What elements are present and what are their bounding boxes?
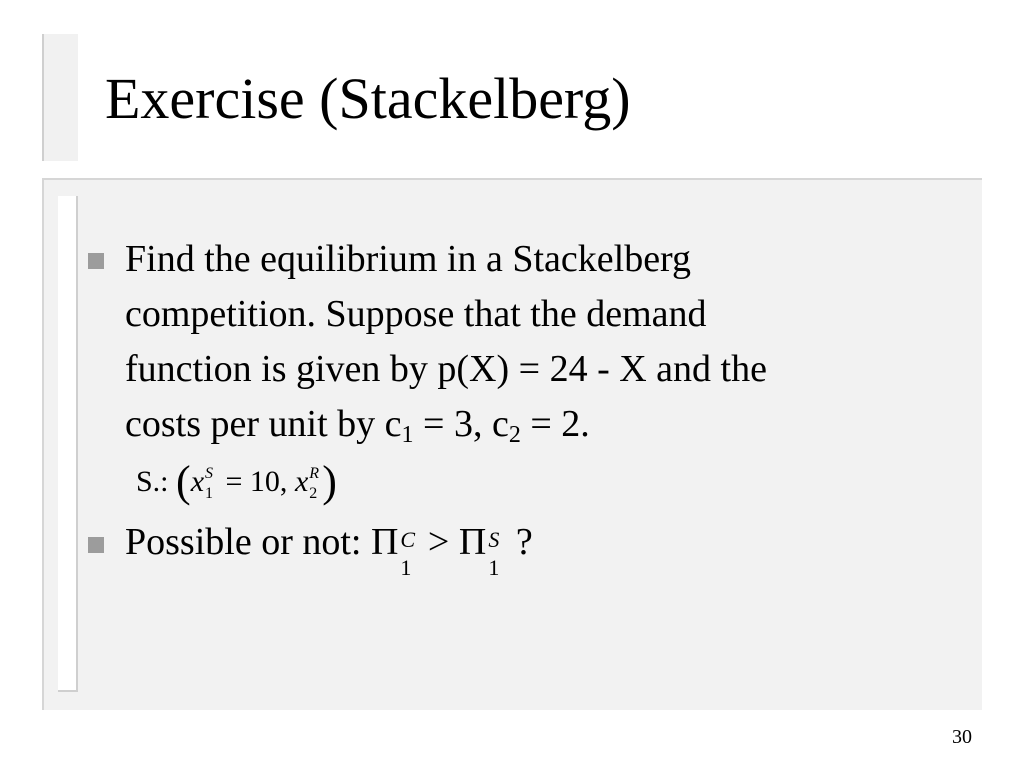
sup-sub [486, 522, 506, 580]
content-accent-bar [58, 196, 78, 692]
superscript: S [488, 527, 500, 552]
slide-title: Exercise (Stackelberg) [105, 66, 631, 131]
subscript: 1 [488, 555, 500, 580]
bullet-text-2 [125, 515, 533, 580]
open-paren: ( [176, 457, 191, 506]
title-accent-bar [42, 34, 78, 161]
superscript: R [309, 465, 320, 482]
pi-symbol: Π [370, 521, 399, 563]
superscript: S [205, 465, 214, 482]
operator: > [427, 521, 450, 563]
text-run: = 2. [520, 403, 590, 445]
subscript: 2 [309, 485, 318, 502]
bullet-line: competition. Suppose that the demand [125, 293, 707, 335]
sup-sub [308, 465, 322, 502]
bullet-line [125, 397, 767, 452]
bullet-line: Find the equilibrium in a Stackelberg [125, 238, 692, 280]
bullet-line: function is given by p(X) = 24 - X and the [125, 348, 767, 390]
subscript: 1 [400, 555, 412, 580]
bullet-text-1 [125, 232, 767, 452]
text-run: costs per unit by c [125, 403, 402, 445]
square-bullet-icon [88, 537, 104, 553]
subscript: 1 [401, 422, 414, 448]
question-mark: ? [515, 521, 533, 563]
page-number: 30 [952, 726, 972, 748]
square-bullet-icon [88, 253, 104, 269]
subscript: 1 [205, 485, 214, 502]
equals-value: = 10, [218, 465, 295, 498]
superscript: C [400, 527, 416, 552]
solution-label: S.: [136, 465, 169, 498]
pi-symbol: Π [458, 521, 487, 563]
sup-sub [204, 465, 218, 502]
bullet-line: Possible or not: [125, 521, 362, 563]
variable: x [294, 465, 309, 498]
close-paren: ) [322, 457, 337, 506]
sup-sub [398, 522, 418, 580]
variable: x [190, 465, 205, 498]
subscript: 2 [508, 422, 521, 448]
text-run: = 3, c [413, 403, 509, 445]
solution-formula [136, 456, 337, 507]
profit-comparison-formula [370, 521, 533, 580]
